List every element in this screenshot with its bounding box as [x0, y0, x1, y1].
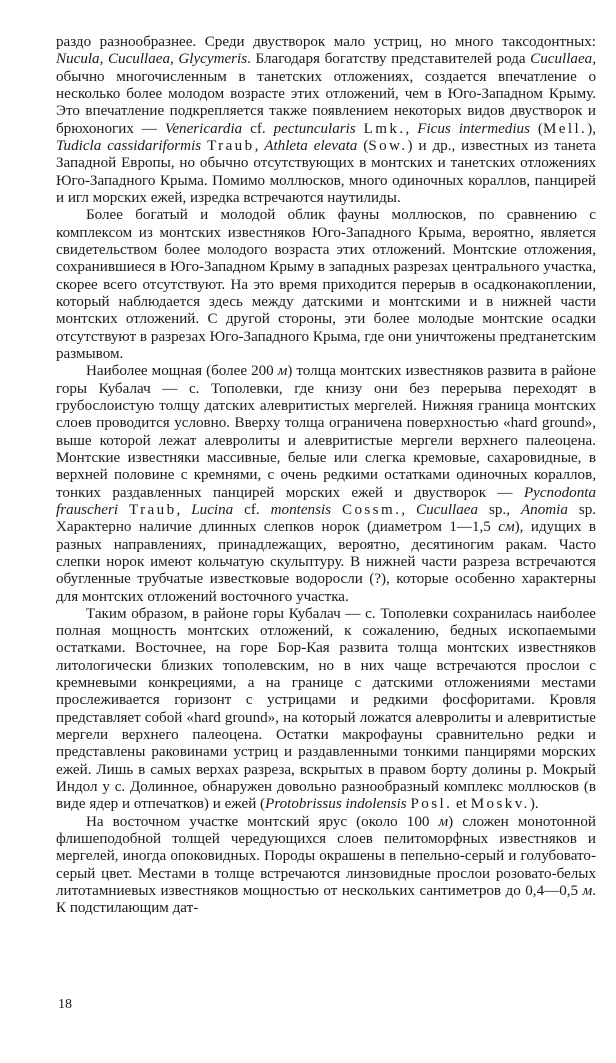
- italic-text: Cucullaea: [416, 501, 479, 518]
- text-run: [331, 502, 342, 518]
- text-run: ) толща монтских известняков развита в районе горы Кубалач — с. Тополевки, где книзу они без перерыва переходят в грубослоистую толщу датских алевритистых мергелей. Нижняя граница монтских слоев проводится условно. Вверху толща ограничена поверхностью «hard ground», выше которой лежат алевролиты и алевритистые мергели верхнего палеоцена. Монтские известняки массивные, белые или слегка кремовые, сахаровидные, в верхней половине с кремнями, с очень редкими остатками одиночных кораллов, тонких раздавленных панцирей морских ежей и двустворок —: [56, 363, 596, 501]
- paragraph: [56, 207, 596, 363]
- italic-text: montensis: [270, 501, 332, 518]
- italic-text: pectuncularis: [273, 120, 356, 137]
- text-run: Наиболее мощная (более 200: [86, 363, 278, 380]
- italic-text: Lucina: [191, 501, 234, 518]
- paragraph: [56, 606, 596, 814]
- text-run: . Благодаря богатству представителей рода: [247, 51, 531, 68]
- text-run: sp. Характерно наличие длинных слепков норок (диаметром 1—1,5: [56, 501, 597, 536]
- italic-text: Pycnodonta frauscheri: [56, 484, 596, 518]
- spaced-author-name: Moskv.: [470, 796, 530, 813]
- italic-text: Tudicla cassidariformis: [56, 137, 202, 154]
- text-run: ,: [176, 501, 192, 518]
- italic-text: м: [438, 813, 449, 830]
- paragraph: [56, 34, 596, 207]
- text-run: Более богатый и молодой облик фауны моллюсков, по сравнению с комплексом из монтских известняков Юго-Западного Крыма, вероятно, является свидетельством более молодого возраста этих отложений. Монтские отложения, сохранившиеся в Юго-Западном Крыму в западных разрезах центрального участка, скорее всего отсутствуют. На это время приходится перерыв в осадконакоплении, который наблюдается здесь между датскими и монтскими и в нижней части монтских отложений. С другой стороны, эти более молодые монтские осадки отсутствуют в разрезах Юго-Западного Крыма, где они уничтожены предтанетским размывом.: [56, 207, 596, 362]
- italic-text: см: [498, 519, 515, 536]
- text-run: ), идущих в разных направлениях, принадлежащих, вероятно, десятиногим ракам. Часто слепки норок имеют кольчатую скульптуру. В нижней части разреза встречаются обугленные трубчатые известковые водоросли (?), которые особенно характерны для монтских отложений восточного участка.: [56, 519, 596, 605]
- italic-text: Cucullaea: [530, 51, 593, 68]
- text-run: ,: [405, 120, 418, 137]
- body-text: [56, 34, 596, 918]
- text-run: [118, 502, 129, 518]
- text-run: [356, 121, 364, 137]
- text-run: раздо разнообразнее. Среди двустворок мало устриц, но много таксодонтных:: [56, 34, 596, 50]
- italic-text: Ficus intermedius: [417, 120, 530, 137]
- italic-text: м: [582, 883, 593, 900]
- text-run: cf.: [233, 501, 271, 518]
- text-run: , обычно многочисленным в танетских отложениях, создается впечатление о несколько более молодом возрасте этих отложений, чем в Юго-Западном Крыму. Это впечатление подкрепляется также появлением некоторых видов двустворок и брюхоногих —: [56, 51, 596, 137]
- italic-text: Protobrissus indolensis: [265, 796, 407, 813]
- paragraph: [56, 814, 596, 918]
- text-run: ),: [587, 120, 597, 137]
- text-run: ) и др., известных из танета Западной Европы, но обычно отсутствующих в монтских и танетских отложениях Юго-Западного Крыма. Помимо моллюсков, много одиночных кораллов, панцирей и игл морских ежей, изредка встречаются наутилиды.: [56, 137, 596, 206]
- text-run: Таким образом, в районе горы Кубалач — с. Тополевки сохранилась наиболее полная мощность монтских отложений, к сожалению, бедных ископаемыми остатками. Восточнее, на горе Бор-Кая развита толща монтских известняков литологически близких тополевским, но в них чаще встречаются прослои с кремневыми конкрециями, а на границе с датскими отложениями местами прослеживается горизонт с устрицами и редкими фосфоритами. Кровля представляет собой «hard ground», на который ложатся алевролиты и алевритистые мергели верхнего палеоцена. Остатки макрофауны сравнительно редки и представлены раковинами устриц и раздавленными тонкими панцирями морских ежей. Лишь в самых верхах разреза, вскрытых в правом борту долины р. Мокрый Индол у с. Долинное, обнаружен довольно разнообразный комплекс моллюсков (в виде ядер и отпечатков) и ежей (: [56, 605, 596, 813]
- text-run: sp.,: [478, 501, 521, 518]
- text-run: cf.: [242, 120, 274, 137]
- italic-text: Anomia: [520, 501, 568, 518]
- spaced-author-name: Traub: [129, 501, 177, 518]
- text-run: et: [452, 796, 471, 813]
- italic-text: Athleta elevata: [264, 137, 358, 154]
- spaced-author-name: Sow.: [368, 137, 408, 154]
- paragraph: [56, 363, 596, 606]
- text-run: ,: [401, 501, 416, 518]
- text-run: ) сложен монотонной флишеподобной толщей чередующихся слоев пелитоморфных известняков и мергелей, иногда опоковидных. Породы окрашены в пепельно-серый и голубовато-серый цвет. Местами в толще встречаются линзовидные прослои розовато-белых литотамниевых известняков мощностью от нескольких сантиметров до 0,4—0,5: [56, 813, 596, 900]
- text-run: (: [529, 120, 543, 137]
- text-run: . К подстилающим дат-: [56, 883, 596, 917]
- spaced-author-name: Cossm.: [341, 501, 402, 518]
- spaced-author-name: Posl.: [410, 796, 453, 813]
- page-number: 18: [58, 997, 72, 1012]
- italic-text: м: [277, 363, 288, 380]
- spaced-author-name: Mell.: [542, 120, 588, 137]
- spaced-author-name: Traub: [207, 137, 255, 154]
- italic-text: Nucula, Cucullaea, Glycymeris: [56, 51, 248, 68]
- italic-text: Venericardia: [164, 120, 243, 137]
- spaced-author-name: Lmk.: [363, 120, 406, 137]
- text-run: ).: [529, 796, 539, 813]
- text-run: ,: [254, 137, 265, 154]
- text-run: На восточном участке монтский ярус (около 100: [86, 813, 439, 830]
- text-run: (: [357, 137, 369, 154]
